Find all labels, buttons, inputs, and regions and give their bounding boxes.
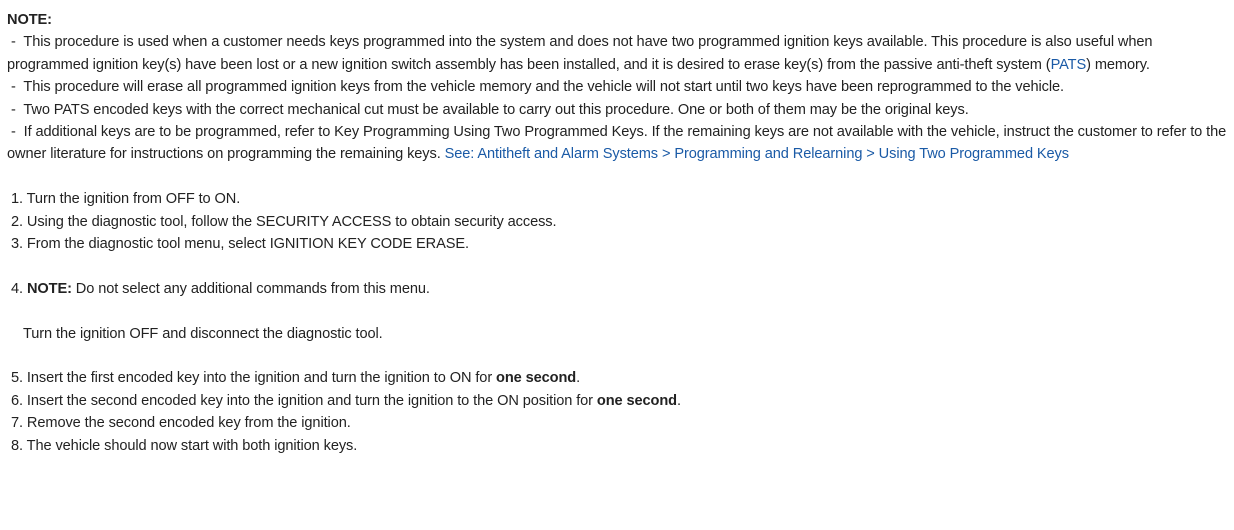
note-bullet-4 bbox=[7, 121, 1229, 166]
bullet-prefix: - bbox=[7, 79, 24, 96]
note-bullet-3 bbox=[7, 99, 1229, 121]
step-number: 4. bbox=[11, 280, 27, 297]
note-bullet-1 bbox=[7, 31, 1229, 76]
step-6 bbox=[11, 390, 1229, 412]
step-1: 1. Turn the ignition from OFF to ON. bbox=[11, 191, 241, 208]
bullet-prefix: - bbox=[7, 101, 24, 118]
step-4-note bbox=[11, 278, 1229, 300]
spacer bbox=[7, 166, 1229, 188]
note-bullet-2 bbox=[7, 76, 1229, 98]
step-7: 7. Remove the second encoded key from the ignition. bbox=[11, 415, 351, 432]
note-label: NOTE: bbox=[26, 280, 72, 297]
note-text: Do not select any additional commands from this menu. bbox=[71, 280, 430, 297]
bullet-text: ) memory. bbox=[1086, 56, 1150, 73]
step-emphasis: one second bbox=[596, 392, 677, 409]
bullet-text: Two PATS encoded keys with the correct mechanical cut must be available to carry out this procedure. One or both of them may be the original keys. bbox=[23, 101, 969, 118]
step-end: . bbox=[676, 392, 681, 409]
spacer bbox=[7, 300, 1229, 322]
bullet-text: This procedure will erase all programmed ignition keys from the vehicle memory and the vehicle will not start until two keys have been reprogrammed to the vehicle. bbox=[23, 79, 1064, 96]
step-2: 2. Using the diagnostic tool, follow the SECURITY ACCESS to obtain security access. bbox=[11, 213, 557, 230]
spacer bbox=[7, 255, 1229, 277]
bullet-prefix: - bbox=[7, 124, 24, 141]
step-3: 3. From the diagnostic tool menu, select IGNITION KEY CODE ERASE. bbox=[11, 236, 469, 253]
spacer bbox=[7, 345, 1229, 367]
step-text: 5. Insert the first encoded key into the ignition and turn the ignition to ON for bbox=[11, 370, 497, 387]
bullet-text: This procedure is used when a customer needs keys programmed into the system and does not have two programmed ignition keys available. This procedure is also useful when programmed ignition key(s) have been lost or a new ignition switch assembly has been installed, and it is desired to erase key(s) from the passive anti-theft system ( bbox=[7, 34, 1153, 73]
pats-link[interactable]: PATS bbox=[1050, 56, 1087, 73]
see-also-link[interactable]: See: Antitheft and Alarm Systems > Programming and Relearning > Using Two Programmed Keys bbox=[444, 146, 1069, 163]
note-heading: NOTE: bbox=[7, 12, 52, 28]
step-8: 8. The vehicle should now start with both ignition keys. bbox=[11, 437, 358, 454]
bullet-prefix: - bbox=[7, 34, 24, 51]
bullet-text: If additional keys are to be programmed, refer to Key Programming Using Two Programmed Keys. If the remaining keys are not available with the vehicle, instruct the customer to refer to the owner literature for instructions on programming the remaining keys. bbox=[7, 124, 1227, 163]
step-text: 6. Insert the second encoded key into the ignition and turn the ignition to the ON position for bbox=[11, 392, 597, 409]
step-4-text: Turn the ignition OFF and disconnect the diagnostic tool. bbox=[23, 325, 383, 342]
step-end: . bbox=[576, 370, 581, 387]
step-emphasis: one second bbox=[496, 370, 577, 387]
step-5 bbox=[11, 367, 1229, 389]
